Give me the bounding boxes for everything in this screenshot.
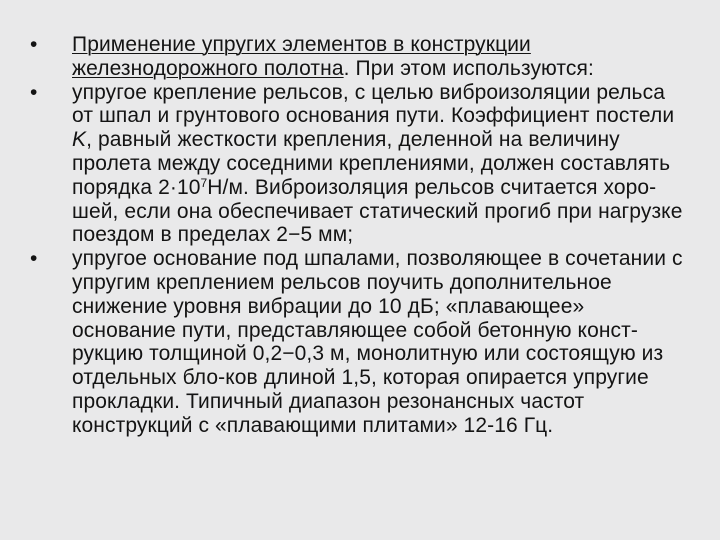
coefficient-symbol: K — [72, 128, 87, 152]
exponent: 7 — [200, 175, 208, 190]
bullet-item-intro — [30, 33, 690, 81]
rail-fastening-text-part2: , равный жесткости крепления, деленной на величину пролета между соседними креплениями, должен составлять порядка 2·10 — [72, 128, 671, 199]
bullet-item-elastic-base — [30, 247, 690, 437]
hyperlink-topic[interactable]: Применение упругих элементов в конструкции железнодорожного полотна — [72, 33, 531, 80]
rail-fastening-text-part1: упругое крепление рельсов, с целью виброизоляции рельса от шпал и грунтового основания пути. Коэффициент постели — [72, 80, 675, 128]
bullet-list — [30, 33, 690, 438]
bullet-icon: • — [30, 247, 38, 271]
rail-fastening-text-part3: Н/м. Виброизоляция рельсов считается хоро-шей, если она обеспечивает статический прогиб при нагрузке поездом в пределах 2−5 мм; — [72, 175, 683, 247]
bullet-icon: • — [30, 80, 38, 104]
elastic-base-text: упругое основание под шпалами, позволяющее в сочетании с упругим креплением рельсов поучить дополнительное снижение уровня вибрации до 10 дБ; «плавающее» основание пути, представляющее собой бетонную конст-рукцию толщиной 0,2−0,3 м, монолитную или состоящую из отдельных бло-ков длиной 1,5, которая опирается упругие прокладки. Типичный диапазон резонансных частот конструкций с «плавающими плитами» 12-16 Гц. — [72, 247, 683, 437]
intro-rest-text: . При этом используются: — [343, 56, 594, 80]
bullet-icon: • — [30, 33, 38, 56]
bullet-item-rail-fastening — [30, 81, 690, 248]
